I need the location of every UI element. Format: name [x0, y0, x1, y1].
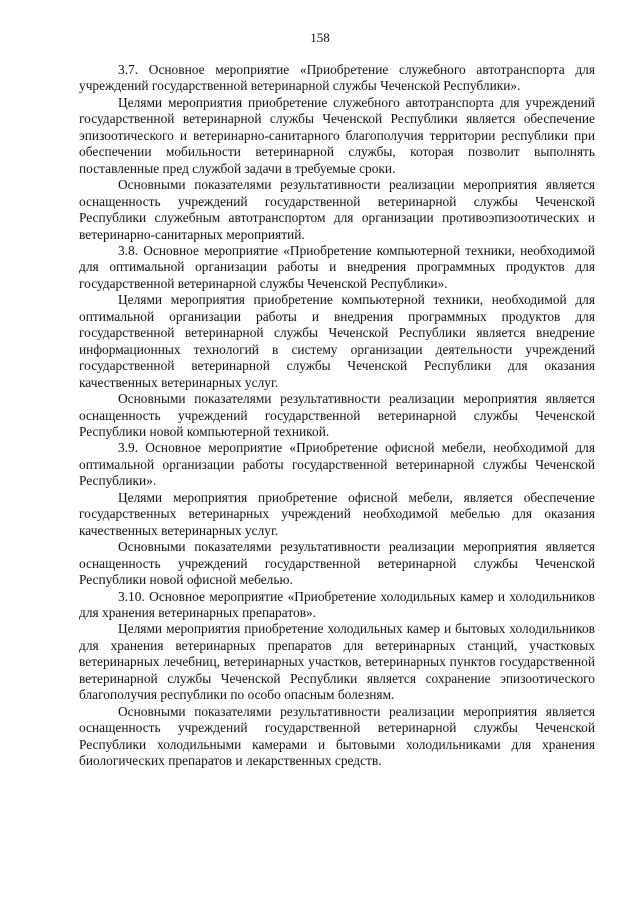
paragraph-3-8-heading: 3.8. Основное мероприятие «Приобретение компьютерной техники, необходимой для оптимальной организации работы и внедрения программных продуктов для государственной ветеринарной службы Чеченской Республики».: [79, 242, 595, 291]
paragraph-3-7-indicators: Основными показателями результативности реализации мероприятия является оснащенность учреждений государственной ветеринарной службы Чеченской Республики служебным автотранспортом для организации противоэпизоотических и ветеринарно-санитарных мероприятий.: [79, 177, 595, 242]
page-number: 158: [310, 30, 330, 45]
paragraph-3-10-indicators: Основными показателями результативности реализации мероприятия является оснащенность учреждений государственной ветеринарной службы Чеченской Республики холодильными камерами и бытовыми холодильниками для хранения биологических препаратов и лекарственных средств.: [79, 703, 595, 769]
paragraph-3-9-heading: 3.9. Основное мероприятие «Приобретение офисной мебели, необходимой для оптимальной организации работы государственной ветеринарной службы Чеченской Республики».: [79, 440, 595, 489]
paragraph-3-10-goals: Целями мероприятия приобретение холодильных камер и бытовых холодильников для хранения ветеринарных препаратов для ветеринарных станций, участковых ветеринарных лечебниц, ветеринарных участков, ветеринарных пунктов государственной ветеринарной службы Чеченской Республики является сохранение эпизоотического благополучия республики по особо опасным болезням.: [79, 621, 595, 703]
paragraph-3-8-indicators: Основными показателями результативности реализации мероприятия является оснащенность учреждений государственной ветеринарной службы Чеченской Республики новой компьютерной техникой.: [79, 391, 595, 439]
paragraph-3-8-goals: Целями мероприятия приобретение компьютерной техники, необходимой для оптимальной организации работы и внедрения программных продуктов для государственной ветеринарной службы Чеченской Республики является внедрение информационных технологий в систему организации деятельности учреждений государственной ветеринарной службы Чеченской Республики для оказания качественных ветеринарных услуг.: [79, 292, 595, 390]
paragraph-3-9-indicators: Основными показателями результативности реализации мероприятия является оснащенность учреждений государственной ветеринарной службы Чеченской Республики новой офисной мебелью.: [79, 539, 595, 588]
paragraph-3-7-goals: Целями мероприятия приобретение служебного автотранспорта для учреждений государственной ветеринарной службы Чеченской Республики является обеспечение эпизоотического и ветеринарно-санитарного благополучия территории республики при обеспечении мобильности ветеринарной службы, которая позволит выполнять поставленные пред службой задачи в требуемые сроки.: [79, 94, 595, 176]
paragraph-3-7-heading: 3.7. Основное мероприятие «Приобретение служебного автотранспорта для учреждений государственной ветеринарной службы Чеченской Республики».: [79, 62, 595, 94]
document-body: [79, 62, 595, 769]
paragraph-3-10-heading: 3.10. Основное мероприятие «Приобретение холодильных камер и холодильников для хранения ветеринарных препаратов».: [79, 588, 595, 620]
paragraph-3-9-goals: Целями мероприятия приобретение офисной мебели, является обеспечение государственных ветеринарных учреждений необходимой мебелью для оказания качественных ветеринарных услуг.: [79, 489, 595, 538]
